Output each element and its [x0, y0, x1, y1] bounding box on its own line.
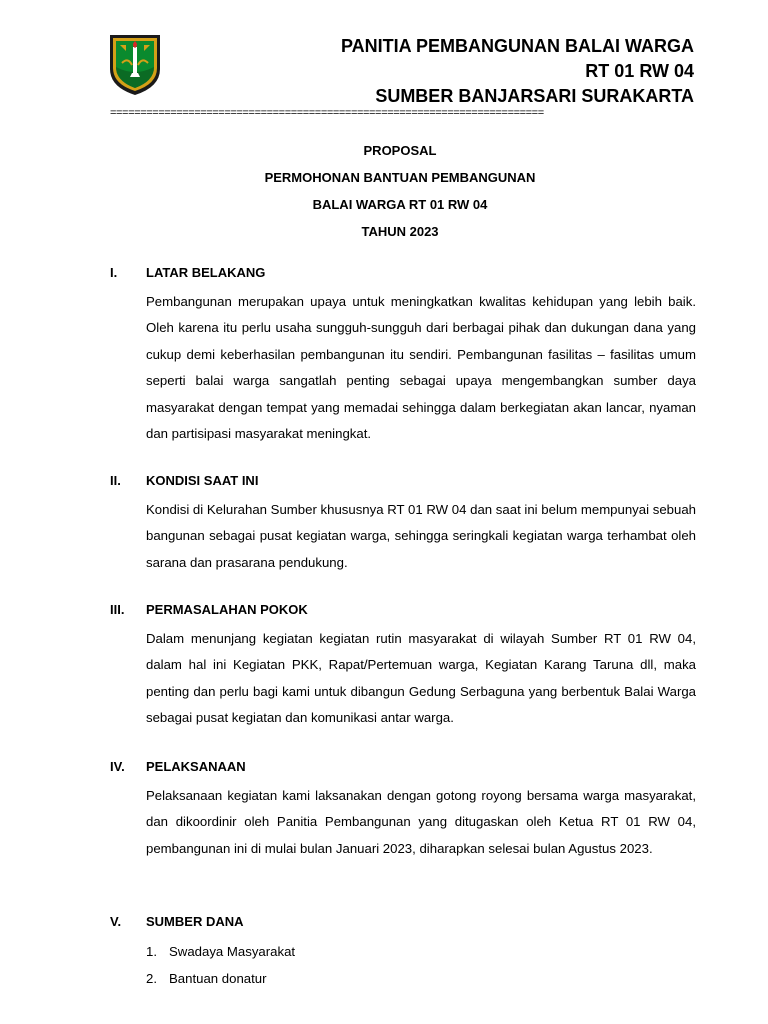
document-title: [110, 140, 690, 248]
section-title: SUMBER DANA: [146, 914, 244, 929]
letterhead-line-2: RT 01 RW 04: [585, 61, 694, 81]
section-title: LATAR BELAKANG: [146, 265, 266, 280]
section-heading: [110, 470, 696, 497]
section-permasalahan-pokok: [110, 599, 696, 732]
section-heading: [110, 599, 696, 626]
section-sumber-dana: [110, 911, 696, 992]
list-item-number: 2.: [146, 970, 157, 986]
list-item-text: Swadaya Masyarakat: [169, 943, 296, 959]
section-title: PELAKSANAAN: [146, 759, 246, 774]
list-item-number: 1.: [146, 943, 157, 959]
letterhead-line-1: PANITIA PEMBANGUNAN BALAI WARGA: [341, 36, 694, 56]
city-emblem-logo: [108, 33, 162, 97]
section-pelaksanaan: [110, 756, 696, 862]
title-line-2: PERMOHONAN BANTUAN PEMBANGUNAN: [264, 170, 536, 185]
section-number: II.: [110, 473, 121, 488]
section-number: I.: [110, 265, 118, 280]
section-number: V.: [110, 914, 122, 929]
section-heading: [110, 262, 696, 289]
list-item: [146, 938, 696, 965]
section-heading: [110, 756, 696, 783]
section-number: IV.: [110, 759, 125, 774]
section-title: PERMASALAHAN POKOK: [146, 602, 308, 617]
section-title: KONDISI SAAT INI: [146, 473, 259, 488]
title-line-3: BALAI WARGA RT 01 RW 04: [312, 197, 488, 212]
section-number: III.: [110, 602, 125, 617]
letterhead-divider: ========================================================================: [110, 107, 544, 119]
section-latar-belakang: [110, 262, 696, 448]
section-kondisi-saat-ini: [110, 470, 696, 576]
letterhead: [341, 34, 694, 109]
title-line-1: PROPOSAL: [363, 143, 437, 158]
list-item: [146, 965, 696, 992]
section-paragraph: Dalam menunjang kegiatan kegiatan rutin masyarakat di wilayah Sumber RT 01 RW 04, dalam hal ini Kegiatan PKK, Rapat/Pertemuan warga, Kegiatan Karang Taruna dll, maka penting dan perlu bagi kami untuk dibangun Gedung Serbaguna yang berbentuk Balai Warga sebagai pusat kegiatan dan komunikasi antar warga.: [146, 630, 696, 726]
funding-source-list: [146, 938, 696, 992]
section-paragraph: Pelaksanaan kegiatan kami laksanakan dengan gotong royong bersama warga masyarakat, dan dikoordinir oleh Panitia Pembangunan yang ditugaskan oleh Ketua RT 01 RW 04, pembangunan ini di mulai bulan Januari 2023, diharapkan selesai bulan Agustus 2023.: [146, 787, 696, 856]
title-line-4: TAHUN 2023: [361, 224, 439, 239]
section-paragraph: Pembangunan merupakan upaya untuk meningkatkan kwalitas kehidupan yang lebih baik. Oleh karena itu perlu usaha sungguh-sungguh dari berbagai pihak dan dukungan dana yang cukup demi keberhasilan pembangunan itu sendiri. Pembangunan fasilitas – fasilitas umum seperti balai warga sangatlah penting sebagai upaya mengembangkan sumber daya masyarakat dengan tempat yang memadai sehingga dalam berkegiatan akan lancar, nyaman dan partisipasi masyarakat meningkat.: [146, 293, 696, 442]
letterhead-line-3: SUMBER BANJARSARI SURAKARTA: [375, 86, 694, 106]
section-heading: [110, 911, 696, 938]
list-item-text: Bantuan donatur: [169, 970, 267, 986]
section-paragraph: Kondisi di Kelurahan Sumber khususnya RT 01 RW 04 dan saat ini belum mempunyai sebuah bangunan sebagai pusat kegiatan warga, sehingga seringkali kegiatan warga terhambat oleh sarana dan prasarana pendukung.: [146, 501, 696, 570]
